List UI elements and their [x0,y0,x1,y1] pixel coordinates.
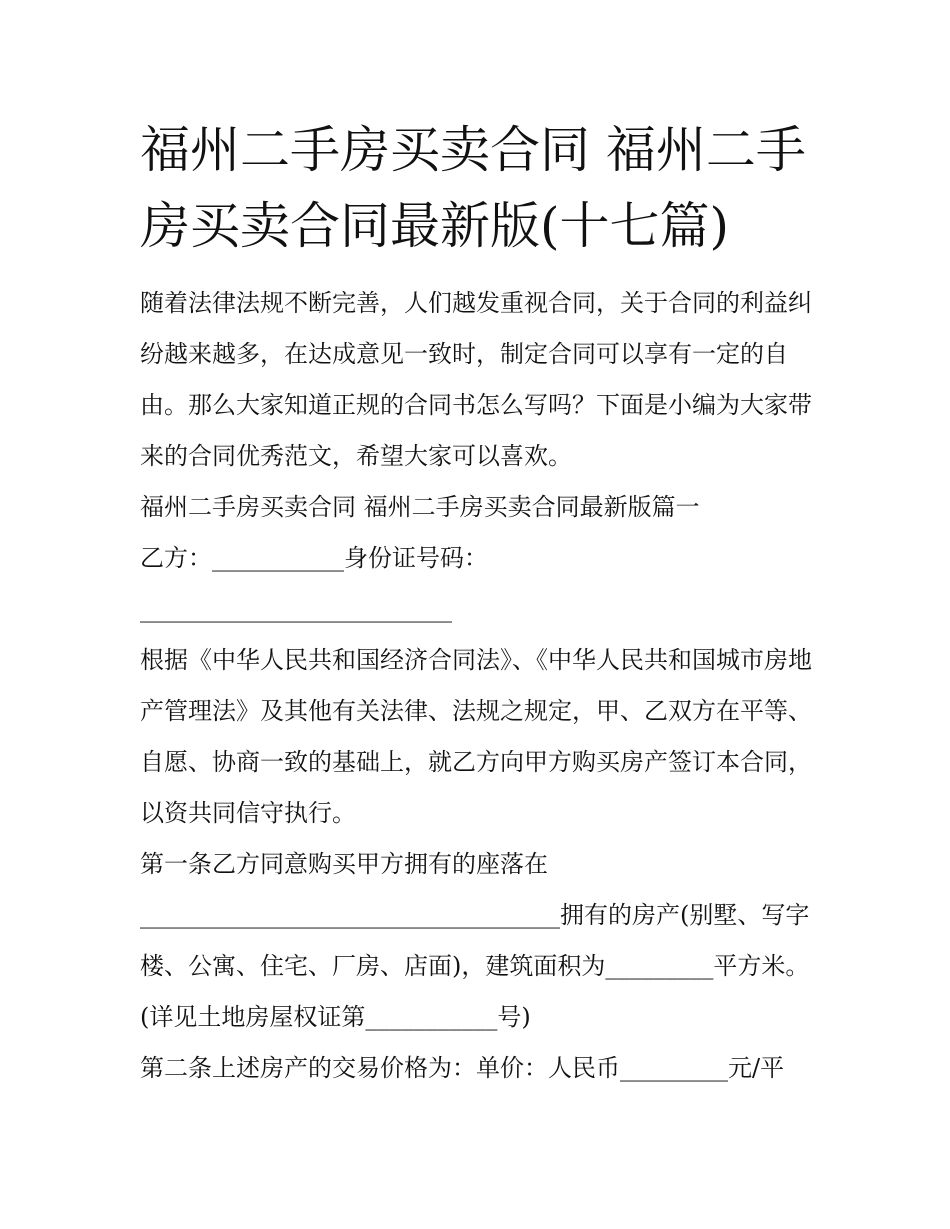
article-one-intro: 第一条乙方同意购买甲方拥有的座落在 [140,850,548,878]
party-b-line: 乙方：___________身份证号码： [140,544,488,572]
intro-paragraph: 随着法律法规不断完善，人们越发重视合同，关于合同的利益纠纷越来越多，在达成意见一致时，制定合同可以享有一定的自由。那么大家知道正规的合同书怎么写吗？下面是小编为大家带来的合同优秀范文，希望大家可以喜欢。 [140,289,812,470]
article-two: 第二条上述房产的交易价格为：单价：人民币_________元/平 [140,1054,785,1082]
id-number-blank: __________________________ [140,595,452,623]
article-one-body: ___________________________________拥有的房产(别墅、写字楼、公寓、住宅、厂房、店面)，建筑面积为_________平方米。(详见土地房屋权证第___________号) [140,901,810,1031]
legal-basis-paragraph: 根据《中华人民共和国经济合同法》、《中华人民共和国城市房地产管理法》及其他有关法律、法规之规定，甲、乙双方在平等、自愿、协商一致的基础上，就乙方向甲方购买房产签订本合同，以资共同信守执行。 [140,646,812,827]
document-page [140,112,820,1094]
document-title: 福州二手房买卖合同 福州二手房买卖合同最新版(十七篇) [140,121,806,255]
section-heading: 福州二手房买卖合同 福州二手房买卖合同最新版篇一 [140,493,700,521]
